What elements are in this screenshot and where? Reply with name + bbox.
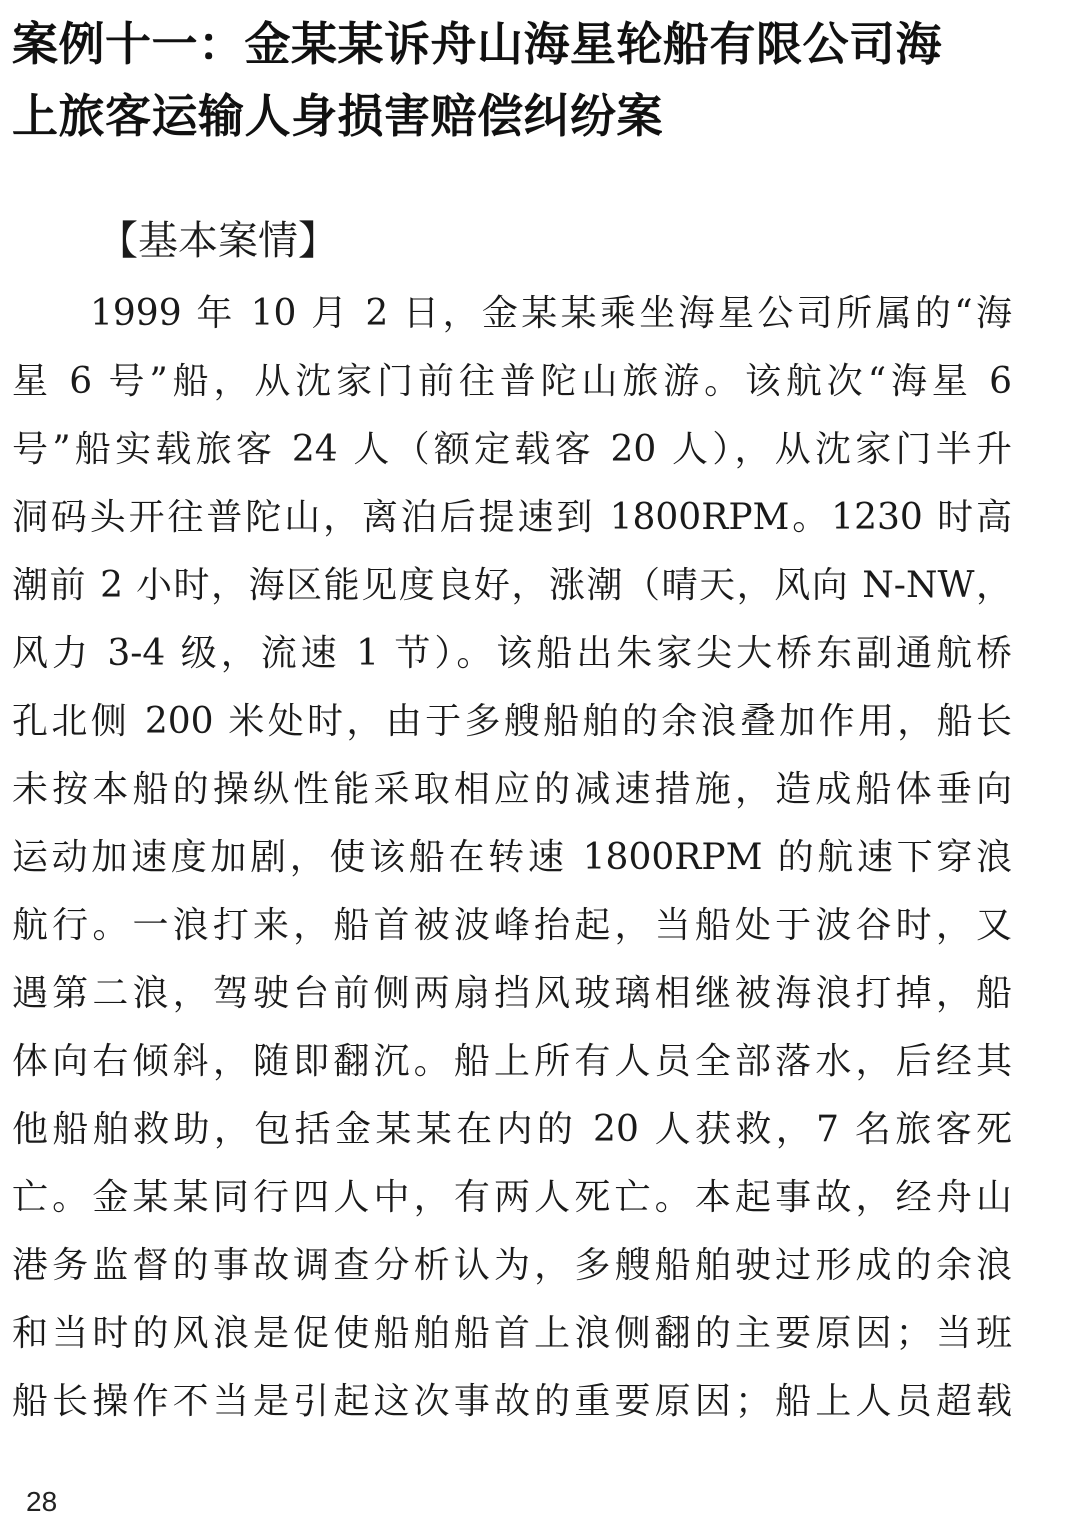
section-heading-basic-facts: 【基本案情】 [98,218,338,264]
case-title-line-1: 案例十一：金某某诉舟山海星轮船有限公司海 [12,17,942,71]
paragraph-line: 运动加速度加剧，使该船在转速 1800RPM 的航速下穿浪 [12,837,1012,878]
case-title [12,8,1012,152]
case-title-line-2: 上旅客运输人身损害赔偿纠纷案 [12,89,663,143]
paragraph-line: 他船舶救助，包括金某某在内的 20 人获救，7 名旅客死 [12,1109,1012,1150]
paragraph-line: 洞码头开往普陀山，离泊后提速到 1800RPM。1230 时高 [12,497,1012,538]
paragraph-line: 1999 年 10 月 2 日，金某某乘坐海星公司所属的“海 [90,293,1012,334]
paragraph-line: 孔北侧 200 米处时，由于多艘船舶的余浪叠加作用，船长 [12,701,1012,742]
paragraph-line: 潮前 2 小时，海区能见度良好，涨潮（晴天，风向 N-NW， [12,565,1012,606]
case-facts-paragraph [12,280,1012,1436]
paragraph-line: 号”船实载旅客 24 人（额定载客 20 人），从沈家门半升 [12,429,1012,470]
paragraph-line: 未按本船的操纵性能采取相应的减速措施，造成船体垂向 [12,769,1012,810]
paragraph-line: 船长操作不当是引起这次事故的重要原因；船上人员超载 [12,1381,1012,1422]
paragraph-line: 遇第二浪，驾驶台前侧两扇挡风玻璃相继被海浪打掉，船 [12,973,1012,1014]
paragraph-line: 和当时的风浪是促使船舶船首上浪侧翻的主要原因；当班 [12,1313,1012,1354]
paragraph-line: 星 6 号”船，从沈家门前往普陀山旅游。该航次“海星 6 [12,361,1012,402]
paragraph-line: 亡。金某某同行四人中，有两人死亡。本起事故，经舟山 [12,1177,1012,1218]
paragraph-line: 风力 3-4 级，流速 1 节）。该船出朱家尖大桥东副通航桥 [12,633,1012,674]
paragraph-line: 体向右倾斜，随即翻沉。船上所有人员全部落水，后经其 [12,1041,1012,1082]
page-number: 28 [26,1486,58,1517]
paragraph-line: 航行。一浪打来，船首被波峰抬起，当船处于波谷时，又 [12,905,1012,946]
paragraph-line: 港务监督的事故调查分析认为，多艘船舶驶过形成的余浪 [12,1245,1012,1286]
